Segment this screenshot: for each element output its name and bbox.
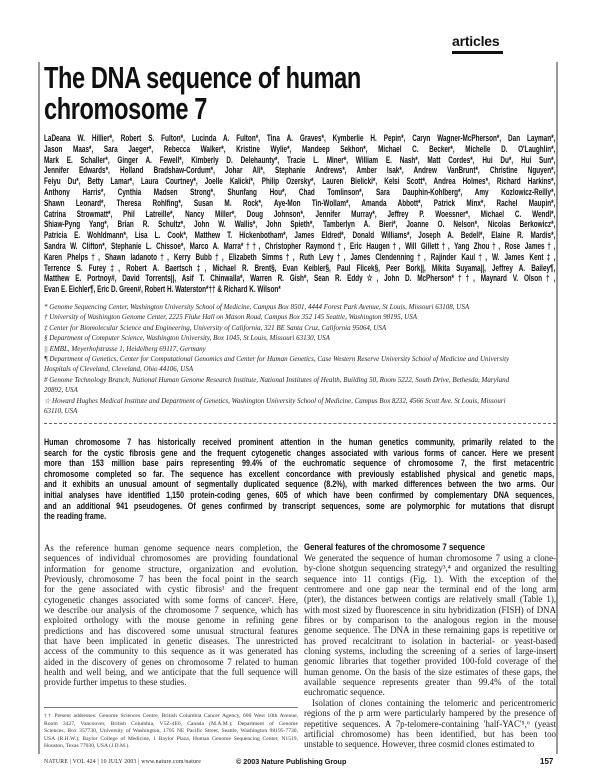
text-line: exploited orthology with the mouse genome in refining gene [44, 615, 298, 626]
text-line: information for genome structure, organization and evolution. [44, 563, 298, 574]
body-right-column [304, 553, 556, 750]
text-line: the reading frame. [44, 511, 107, 522]
copyright: © 2003 Nature Publishing Group [236, 757, 347, 766]
text-line: by-clone shotgun sequencing strategy³,⁴ and organized the resulting [304, 563, 556, 574]
section-label: articles [452, 33, 500, 49]
text-line: * Genome Sequencing Center, Washington University School of Medicine, Campus Box 8501, 4444 Forest Park Avenue, St Louis, Missouri 63108, USA [44, 303, 470, 311]
text-line: repetitive sequences. A 7p-telomere-containing 'half-YAC'⁵,⁶ (yeast [304, 718, 556, 729]
section-underline [452, 51, 503, 54]
text-line: || EMBL, Meyerhofstrasse 1, Heidelberg 69117, Germany [44, 344, 206, 353]
journal-citation: NATURE | VOL 424 | 10 JULY 2003 | www.nature.com/nature [44, 759, 202, 765]
text-line: available sequence represents greater than 99.4% of the total [304, 677, 556, 688]
text-line: sequences of individual chromosomes are providing foundational [44, 553, 298, 564]
text-line: cloning systems, including the screening of a series of large-insert [304, 646, 556, 657]
text-line: Room 3427, Vancouver, British Columbia, V5Z-4E6, Canada (M.A.M.); Department of Genome [44, 720, 298, 727]
text-line: provide further impetus to these studies. [44, 677, 187, 688]
text-line: Previously, chromosome 7 has been the focal point in the search [44, 574, 298, 585]
abstract [44, 437, 554, 522]
text-line: Isolation of clones containing the telomeric and pericentromeric [312, 697, 556, 708]
text-line: LaDeana W. Hillier*, Robert S. Fulton*, Lucinda A. Fulton*, Tina A. Graves*, Kymberlie H. Pepin*, Caryn Wagner-McPherson*, Dan Layman*, [44, 133, 556, 143]
text-line: unstable to sequence. However, three cosmid clones estimated to [304, 739, 535, 750]
section-heading: General features of the chromosome 7 sequence [304, 542, 485, 552]
text-line: ☆ Howard Hughes Medical Institute and Department of Genetics, Washington University School of Medicine, Campus Box 8232, 4566 Scott Ave. St Louis, Missouri [44, 396, 506, 405]
text-line: for the gene associated with cystic fibrosis¹ and the frequent [44, 584, 298, 595]
text-line: † University of Washington Genome Center, 2225 Fluke Hall on Mason Road, Campus Box 352 145 Seattle, Washington 98195, USA [44, 313, 417, 322]
text-line: Shawn Leonard*, Theresa Rohlfing*, Susan M. Rock*, Aye-Mon Tin-Wollam*, Amanda Abbott*, Patrick Minx*, Rachel Maupin*, [44, 197, 556, 208]
text-line: initial analyses have identified 1,150 protein-coding genes, 605 of which have been confirmed by complementary DNA sequences, [44, 489, 555, 500]
page-number: 157 [540, 757, 554, 766]
text-line: We generated the sequence of human chromosome 7 using a clone- [304, 553, 556, 563]
text-line: and an additional 941 pseudogenes. Of genes confirmed by transcript sequences, some are polymorphic for mutations that disrupt [44, 500, 555, 511]
text-line: ¶ Department of Genetics, Center for Computational Genomics and Center for Human Genetics, Case Western Reserve University School of Medicine and University [44, 355, 510, 364]
text-line: aided in the discovery of genes on chromosome 7 related to human [44, 656, 298, 667]
text-line: search for the cystic fibrosis gene and the frequent cytogenetic changes associated with various forms of cancer. Here we present [44, 447, 555, 458]
text-line: # Genome Technology Branch, National Human Genome Research Institute, National Institutes of Health, Building 50, Room 5222, South Drive, Bethesda, Maryland [44, 375, 510, 384]
text-line: Jennifer Edwards*, Holland Bradshaw-Cordum*, Johar Ali*, Stephanie Andrews*, Amber Isak*, Andrew VanBrunt*, Christine Nguyen*, [44, 165, 556, 176]
text-line: Matthew E. Portnoy#, David Torrents||, Asif T. Chinwalla*, Warren R. Gish*, Sean R. Eddy☆, John D. McPherson*††, Maynard V. Olson†, [44, 273, 556, 284]
text-line: Feiyu Du*, Betty Lamar*, Laura Courtney*, Joelle Kalicki*, Philip Ozersky*, Lauren Bielicki*, Kelsi Scott*, Andrea Holmes*, Richard Harkins*, [44, 176, 556, 187]
text-line: we describe our analysis of the chromosome 7 sequence, which has [44, 605, 298, 616]
text-line: cytogenetic changes associated with some forms of cancer². Here, [44, 594, 298, 605]
author-list [44, 133, 555, 295]
text-line: ‡ Center for Biomolecular Science and Engineering, University of California, 321 BE Santa Cruz, California 95064, USA [44, 323, 387, 332]
text-line: human genome. On the basis of the size estimates of these gaps, the [304, 666, 556, 677]
text-line: 20892, USA [44, 386, 78, 395]
body-left-column [44, 543, 298, 688]
abstract-divider [44, 423, 556, 424]
title-line: The DNA sequence of human [44, 60, 361, 95]
text-line: Karen Phelps†, Shawn Iadanoto†, Kerry Bubb†, Elizabeth Simms†, Ruth Levy†, James Clendenning†, Rajinder Kaul†, W. James Kent‡, [44, 251, 556, 262]
text-line: 63110, USA [44, 407, 78, 416]
left-margin-rule [38, 62, 40, 754]
footnote [44, 713, 298, 751]
text-line: Mark E. Schaller*, Ginger A. Fewell*, Kimberly D. Delehaunty*, Tracie L. Miner*, William E. Nash*, Matt Cordes*, Hui Du*, Hui Sun*, [44, 154, 556, 165]
text-line: health and well being, and we anticipate that the full sequence will [44, 667, 298, 678]
text-line: USA (R.H.W.); Baylor College of Medicine, 1 Baylor Plaza, Human Genome Sequencing Center, N1519, [44, 735, 298, 742]
text-line: As the reference human genome sequence nears completion, the [44, 543, 298, 553]
text-line: artificial chromosome) has been identified, but has been too [304, 728, 556, 739]
text-line: Terrence S. Furey‡, Robert A. Baertsch‡, Michael R. Brent§, Evan Keibler§, Paul Flicek§, Peer Bork||, Mikita Suyama||, Jeffrey A. Bailey¶, [44, 262, 556, 273]
text-line: Houston, Texas 77030, USA (J.D.M.). [44, 743, 130, 750]
text-line: Anthony Harris*, Cynthia Madsen Strong*, Shunfang Hou*, Chad Tomlinson*, Sara Dauphin-Kohlberg*, Amy Kozlowicz-Reilly*, [44, 186, 556, 197]
text-line: § Department of Computer Science, Washington University, Box 1045, St Louis, Missouri 63130, USA [44, 334, 330, 343]
text-line: has proved recalcitrant to isolation in bacterial- or yeast-based [304, 635, 556, 646]
article-title [44, 62, 576, 124]
text-line: Evan E. Eichler¶, Eric D. Green#, Robert H. Waterston*†† & Richard K. Wilson* [44, 284, 281, 295]
text-line: that have been implicated in genetic diseases. The unrestricted [44, 636, 298, 647]
text-line: more than 153 million base pairs representing 99.4% of the euchromatic sequence of chromosome 7, the first metacentric [44, 458, 555, 469]
text-line: Sandra W. Clifton*, Stephanie L. Chissoe*, Marco A. Marra*††, Christopher Raymond†, Eric Haugen†, Will Gillett†, Yang Zhou†, Rose James†, [44, 240, 556, 251]
text-line: centromere and one gap near the terminal end of the long arm [304, 584, 556, 595]
text-line: Human chromosome 7 has historically received prominent attention in the human genetics community, primarily related to the [44, 437, 555, 447]
text-line: with most sized by fluorescence in situ hybridization (FISH) of DNA [304, 604, 556, 615]
right-margin-rule [556, 62, 558, 754]
text-line: euchromatic sequence. [304, 687, 385, 698]
paragraph [304, 698, 556, 750]
text-line: predictions and has discovered some unusual structural features [44, 625, 298, 636]
text-line: Catrina Strowmatt*, Phil Latreille*, Nancy Miller*, Doug Johnson*, Jennifer Murray*, Jeffrey P. Woessner*, Michael C. Wendl*, [44, 208, 556, 219]
text-line: fibres or by comparison to the analogous region in the mouse [304, 615, 556, 626]
text-line: and it exhibits an unusual amount of segmentally duplicated sequence (8.2%), with marked differences between the two arms. Our [44, 479, 555, 490]
text-line: regions of the p arm were particularly hampered by the presence of [304, 708, 556, 719]
text-line: †† Present addresses: Genome Sciences Centre, British Columbia Cancer Agency, 600 West 10th Avenue, [44, 713, 298, 719]
text-line: Hospitals of Cleveland, Cleveland, Ohio 44106, USA [44, 365, 194, 374]
footnote-divider [44, 707, 298, 708]
text-line: Shiaw-Pyng Yang*, Brian R. Schultz*, John W. Wallis*, John Spieth*, Tamberlyn A. Bieri*, Joanne O. Nelson*, Nicolas Berkowicz*, [44, 219, 556, 230]
text-line: chromosome completed so far. The sequence has excellent concordance with previously established physical and genetic maps, [44, 468, 555, 479]
text-line: (pter), the distances between contigs are relatively small (Table 1), [304, 594, 556, 605]
text-line: Sciences, Box 357730, University of Washington, 1705 NE Pacific Street, Seattle, Washington 98195-7730, [44, 728, 298, 735]
text-line: Patricia E. Wohldmann*, Lisa L. Cook*, Matthew T. Hickenbotham*, James Eldred*, Donald Williams*, Joseph A. Bedell*, Elaine R. Mardis*, [44, 230, 556, 241]
text-line: genomic libraries that together provided 100-fold coverage of the [304, 656, 556, 667]
text-line: sequence into 11 contigs (Fig. 1). With the exception of the [304, 573, 556, 584]
text-line: Jason Maas*, Sara Jaeger*, Rebecca Walker*, Kristine Wylie*, Mandeep Sekhon*, Michael C. Becker*, Michelle D. O'Laughlin*, [44, 143, 556, 154]
text-line: genome sequence. The DNA in these remaining gaps is repetitive or [304, 625, 556, 636]
title-line: chromosome 7 [44, 91, 208, 126]
paragraph [304, 553, 556, 698]
text-line: access of the community to this sequence as it was generated has [44, 646, 298, 657]
affiliations [44, 302, 556, 416]
